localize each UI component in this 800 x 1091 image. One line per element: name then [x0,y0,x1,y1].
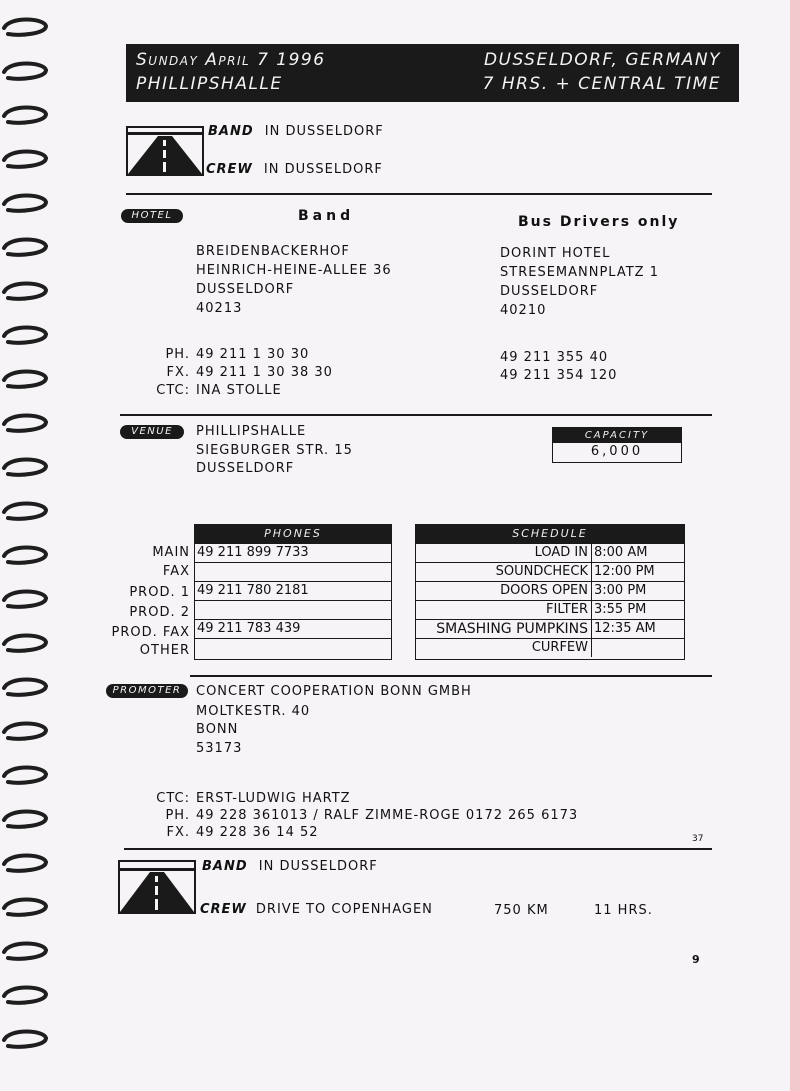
promoter-line: MOLTKESTR. 40 [196,704,311,719]
hotel-fx-label: FX. [166,365,190,380]
spiral-ring [4,240,46,255]
schedule-time: 3:55 PM [591,601,646,619]
promoter-ctc-label: CTC: [156,791,190,806]
spiral-ring [4,460,46,475]
phone-label: FAX [162,564,190,579]
schedule-label: SOUNDCHECK [495,564,588,579]
crew-travel-text: IN DUSSELDORF [263,162,383,177]
phones-row [195,543,391,562]
phone-value [195,564,197,579]
phone-label: MAIN [152,545,190,560]
spiral-ring [4,284,46,299]
spiral-ring [4,108,46,123]
spiral-ring [4,548,46,563]
spiral-ring [4,944,46,959]
band-travel-text: IN DUSSELDORF [264,124,384,139]
hotel-ctc-label: CTC: [156,383,190,398]
phones-title: PHONES [195,525,391,543]
hotel-band-line: BREIDENBACKERHOF [196,244,350,259]
crew-travel-tag: CREW [206,162,253,177]
header-date: Sunday April 7 1996 [136,50,326,70]
capacity-label: CAPACITY [553,428,681,443]
band-travel-tag: BAND [202,859,248,874]
schedule-grid [415,524,685,660]
spiral-ring [4,592,46,607]
capacity-value: 6,000 [590,444,644,459]
spiral-ring [4,416,46,431]
hotel-bus-fax: 49 211 354 120 [500,368,618,383]
spiral-ring [4,328,46,343]
schedule-row [416,600,684,619]
hotel-band-contact: INA STOLLE [196,383,282,398]
schedule-row [416,562,684,581]
hotel-band-heading: Band [298,208,355,224]
hotel-bus-line: DORINT HOTEL [500,246,611,261]
spiral-ring [4,856,46,871]
promoter-line: BONN [196,722,239,737]
hotel-bus-phone: 49 211 355 40 [500,350,609,365]
schedule-row [416,638,684,657]
schedule-row [416,581,684,600]
phones-row [195,581,391,600]
promoter-ph-label: PH. [165,808,190,823]
spiral-ring [4,152,46,167]
divider [120,414,712,416]
promoter-fax: 49 228 36 14 52 [196,825,319,840]
phones-row [195,619,391,638]
venue-line: DUSSELDORF [196,461,295,476]
header-city: DUSSELDORF, GERMANY [483,50,721,70]
phones-grid [194,524,392,660]
spiral-binding [0,0,52,1091]
spiral-ring [4,812,46,827]
promoter-line: 53173 [196,741,243,756]
venue-line: PHILLIPSHALLE [196,424,307,439]
schedule-time: 3:00 PM [591,582,646,600]
promoter-line: CONCERT COOPERATION BONN GMBH [196,684,472,699]
header-timezone: 7 HRS. + CENTRAL TIME [482,74,721,94]
phone-value [195,640,197,655]
travel-duration: 11 HRS. [594,903,653,918]
spiral-ring [4,20,46,35]
spiral-ring [4,196,46,211]
venue-line: SIEGBURGER STR. 15 [196,443,353,458]
band-travel-tag: BAND [208,124,254,139]
crew-travel-tag: CREW [200,902,247,917]
hotel-bus-line: DUSSELDORF [500,284,599,299]
page-ref: 37 [692,834,704,844]
spiral-ring [4,504,46,519]
schedule-label: CURFEW [531,640,588,655]
spiral-ring [4,768,46,783]
hotel-band-phone: 49 211 1 30 30 [196,347,310,362]
spiral-ring [4,636,46,651]
travel-distance: 750 KM [494,903,549,918]
spiral-ring [4,372,46,387]
hotel-ph-label: PH. [165,347,190,362]
phones-row [195,600,391,619]
phones-row [195,562,391,581]
spiral-ring [4,64,46,79]
road-icon [126,126,204,176]
schedule-label: LOAD IN [534,545,588,560]
hotel-band-fax: 49 211 1 30 38 30 [196,365,333,380]
road-icon [118,860,196,914]
spiral-ring [4,1032,46,1047]
spiral-ring [4,988,46,1003]
promoter-fx-label: FX. [166,825,190,840]
divider [190,675,712,677]
hotel-band-line: 40213 [196,301,243,316]
hotel-bus-line: 40210 [500,303,547,318]
capacity-box [552,427,682,463]
promoter-phone: 49 228 361013 / RALF ZIMME-ROGE 0172 265 6173 [196,808,579,823]
hotel-bus-heading: Bus Drivers only [518,214,680,230]
hotel-tag: HOTEL [121,209,183,223]
promoter-tag: PROMOTER [106,684,188,698]
schedule-row [416,543,684,562]
schedule-time: 12:00 PM [591,563,655,581]
header-banner [126,44,739,102]
spiral-ring [4,680,46,695]
promoter-contact: ERST-LUDWIG HARTZ [196,791,351,806]
phone-value: 49 211 899 7733 [197,545,309,560]
schedule-time: 8:00 AM [591,544,647,562]
header-venue: PHILLIPSHALLE [136,74,283,94]
spiral-ring [4,724,46,739]
phone-label: PROD. FAX [111,625,190,640]
schedule-label: DOORS OPEN [500,583,588,598]
phone-value: 49 211 783 439 [197,621,301,636]
divider [126,193,712,195]
phone-value [195,602,197,617]
hotel-bus-line: STRESEMANNPLATZ 1 [500,265,659,280]
schedule-time [591,639,594,657]
schedule-time: 12:35 AM [591,620,656,638]
crew-travel-text: DRIVE TO COPENHAGEN [255,902,433,917]
schedule-row [416,619,684,638]
band-travel-text: IN DUSSELDORF [258,859,378,874]
phone-label: PROD. 1 [129,585,190,600]
phone-label: OTHER [139,643,190,658]
page-edge [790,0,800,1091]
divider [124,848,712,850]
schedule-title: SCHEDULE [416,525,684,543]
phone-label: PROD. 2 [129,605,190,620]
hotel-band-line: DUSSELDORF [196,282,295,297]
page-number: 9 [692,953,700,966]
venue-tag: VENUE [120,425,184,439]
spiral-ring [4,900,46,915]
hotel-band-line: HEINRICH-HEINE-ALLEE 36 [196,263,392,278]
schedule-label: SMASHING PUMPKINS [436,621,588,637]
schedule-label: FILTER [546,602,588,617]
phones-row [195,638,391,657]
phone-value: 49 211 780 2181 [197,583,309,598]
